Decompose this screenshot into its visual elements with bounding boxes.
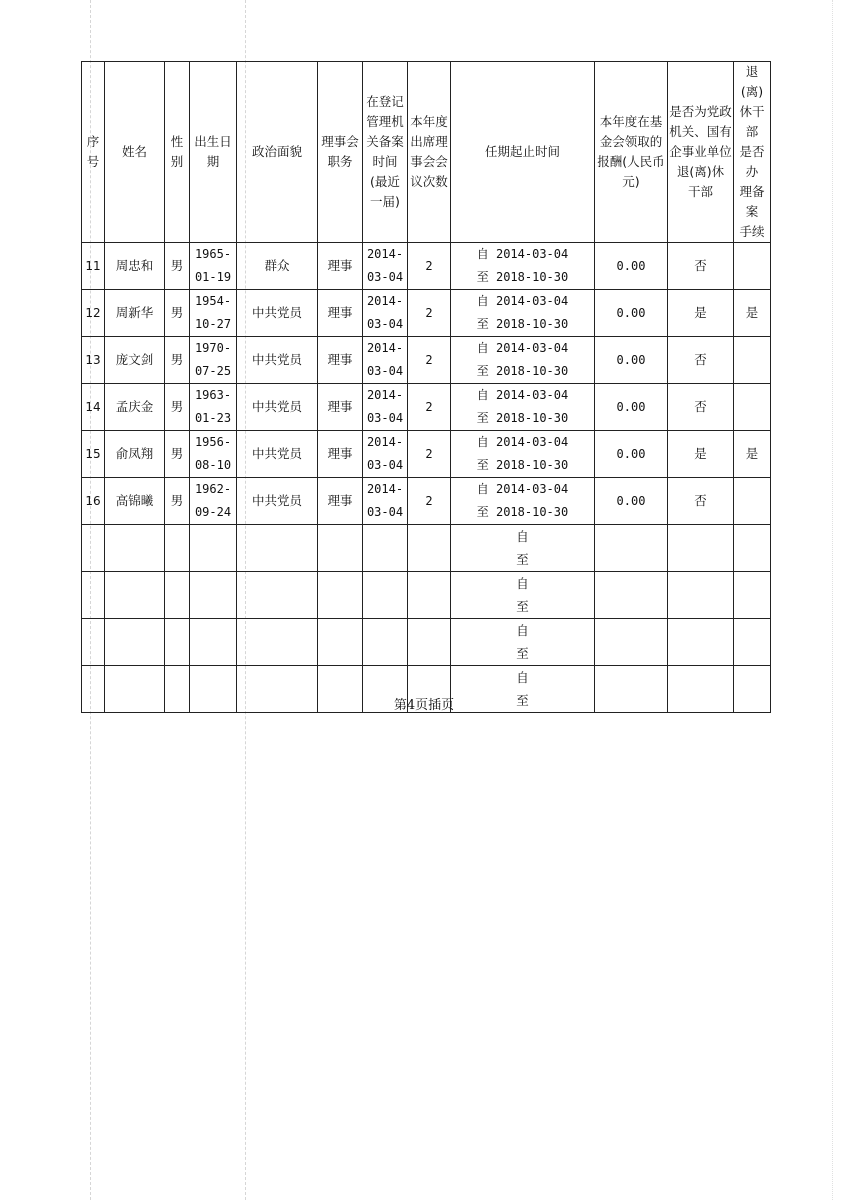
table-row-empty: [82, 525, 771, 572]
cell-name: 孟庆金: [105, 384, 165, 431]
cell-meetings: 2: [408, 290, 451, 337]
table-row-empty: [82, 572, 771, 619]
cell-registration-date: [363, 290, 408, 337]
cell-name: [105, 525, 165, 572]
cell-political-status: 中共党员: [237, 290, 318, 337]
birth-year: 1954-: [194, 294, 232, 308]
cell-political-status: 群众: [237, 243, 318, 290]
birth-month-day: 01-19: [194, 270, 232, 284]
cell-retired-cadre: [668, 572, 734, 619]
header-row: [82, 62, 771, 243]
reg-month-day: 03-04: [366, 270, 404, 284]
cell-gender: 男: [165, 384, 190, 431]
cell-gender: [165, 572, 190, 619]
cell-no: 11: [82, 243, 105, 290]
cell-role: 理事: [318, 243, 363, 290]
reg-month-day: 03-04: [366, 458, 404, 472]
cell-filing: 是: [734, 431, 771, 478]
cell-birth-date: [190, 478, 237, 525]
term-from: 自 2014-03-04: [476, 247, 569, 261]
cell-term: [451, 619, 595, 666]
birth-month-day: 09-24: [194, 505, 232, 519]
cell-gender: 男: [165, 243, 190, 290]
table-row: [82, 478, 771, 525]
cell-meetings: 2: [408, 337, 451, 384]
cell-pay: [595, 619, 668, 666]
cell-retired-cadre: 否: [668, 337, 734, 384]
cell-pay: 0.00: [595, 337, 668, 384]
reg-year: 2014-: [366, 294, 404, 308]
cell-birth-date: [190, 619, 237, 666]
birth-year: 1963-: [194, 388, 232, 402]
cell-term: [451, 337, 595, 384]
cell-political-status: 中共党员: [237, 431, 318, 478]
table-row: [82, 337, 771, 384]
cell-pay: [595, 525, 668, 572]
cell-retired-cadre: 否: [668, 243, 734, 290]
cell-gender: [165, 525, 190, 572]
cell-birth-date: [190, 384, 237, 431]
col-header-filing: 退 (离) 休干部 是否办 理备案 手续: [734, 62, 771, 243]
cell-birth-date: [190, 337, 237, 384]
reg-year: 2014-: [366, 482, 404, 496]
birth-month-day: 08-10: [194, 458, 232, 472]
cell-birth-date: [190, 431, 237, 478]
cell-gender: 男: [165, 431, 190, 478]
cell-role: [318, 619, 363, 666]
cell-no: [82, 525, 105, 572]
cell-term: [451, 525, 595, 572]
cell-birth-date: [190, 243, 237, 290]
cell-retired-cadre: [668, 525, 734, 572]
board-members-table: [81, 61, 771, 713]
cell-no: [82, 572, 105, 619]
cell-gender: 男: [165, 478, 190, 525]
cell-role: 理事: [318, 431, 363, 478]
cell-registration-date: [363, 619, 408, 666]
cell-retired-cadre: 否: [668, 478, 734, 525]
reg-month-day: 03-04: [366, 364, 404, 378]
col-header-term: 任期起止时间: [451, 62, 595, 243]
cell-filing: 是: [734, 290, 771, 337]
term-to: 至 2018-10-30: [476, 364, 569, 378]
cell-pay: [595, 572, 668, 619]
birth-month-day: 10-27: [194, 317, 232, 331]
cell-name: 庞文剑: [105, 337, 165, 384]
birth-month-day: 07-25: [194, 364, 232, 378]
term-from: 自 2014-03-04: [476, 294, 569, 308]
cell-no: 16: [82, 478, 105, 525]
cell-political-status: 中共党员: [237, 337, 318, 384]
term-to: 至: [516, 646, 529, 661]
cell-gender: 男: [165, 290, 190, 337]
col-header-retired-cadre: 是否为党政 机关、国有 企事业单位 退(离)休 干部: [668, 62, 734, 243]
cell-term: [451, 243, 595, 290]
cell-name: 高锦曦: [105, 478, 165, 525]
cell-no: 15: [82, 431, 105, 478]
cell-political-status: 中共党员: [237, 478, 318, 525]
cell-role: [318, 525, 363, 572]
cell-meetings: [408, 572, 451, 619]
cell-term: [451, 431, 595, 478]
cell-role: 理事: [318, 384, 363, 431]
term-from: 自 2014-03-04: [476, 388, 569, 402]
term-from: 自: [516, 623, 529, 638]
cell-role: [318, 572, 363, 619]
cell-term: [451, 572, 595, 619]
cell-filing: [734, 525, 771, 572]
cell-registration-date: [363, 525, 408, 572]
reg-month-day: 03-04: [366, 505, 404, 519]
cell-registration-date: [363, 572, 408, 619]
term-from: 自: [516, 670, 529, 685]
cell-pay: 0.00: [595, 290, 668, 337]
cell-registration-date: [363, 431, 408, 478]
reg-year: 2014-: [366, 341, 404, 355]
cell-term: [451, 478, 595, 525]
cell-gender: 男: [165, 337, 190, 384]
cell-meetings: [408, 619, 451, 666]
term-from: 自: [516, 576, 529, 591]
term-to: 至 2018-10-30: [476, 505, 569, 519]
cell-no: 14: [82, 384, 105, 431]
term-to: 至 2018-10-30: [476, 458, 569, 472]
cell-filing: [734, 337, 771, 384]
term-from: 自 2014-03-04: [476, 435, 569, 449]
cell-birth-date: [190, 290, 237, 337]
term-to: 至 2018-10-30: [476, 411, 569, 425]
cell-term: [451, 384, 595, 431]
cell-role: 理事: [318, 290, 363, 337]
birth-month-day: 01-23: [194, 411, 232, 425]
cell-meetings: [408, 525, 451, 572]
cell-term: [451, 290, 595, 337]
cell-filing: [734, 243, 771, 290]
col-header-pay: 本年度在基 金会领取的 报酬(人民币 元): [595, 62, 668, 243]
cell-role: 理事: [318, 478, 363, 525]
cell-retired-cadre: 否: [668, 384, 734, 431]
term-from: 自 2014-03-04: [476, 341, 569, 355]
cell-pay: 0.00: [595, 243, 668, 290]
cell-political-status: [237, 572, 318, 619]
cell-gender: [165, 619, 190, 666]
cell-pay: 0.00: [595, 384, 668, 431]
table-row-empty: [82, 619, 771, 666]
cell-name: 周忠和: [105, 243, 165, 290]
col-header-no: 序 号: [82, 62, 105, 243]
cell-pay: 0.00: [595, 431, 668, 478]
cell-birth-date: [190, 572, 237, 619]
cell-filing: [734, 572, 771, 619]
table-row: [82, 384, 771, 431]
col-header-birth-date: 出生日 期: [190, 62, 237, 243]
reg-month-day: 03-04: [366, 317, 404, 331]
cell-meetings: 2: [408, 478, 451, 525]
term-to: 至 2018-10-30: [476, 270, 569, 284]
cell-filing: [734, 619, 771, 666]
cell-registration-date: [363, 243, 408, 290]
cell-political-status: [237, 619, 318, 666]
col-header-meetings: 本年度 出席理 事会会 议次数: [408, 62, 451, 243]
col-header-board-role: 理事会 职务: [318, 62, 363, 243]
table-row: [82, 431, 771, 478]
cell-registration-date: [363, 478, 408, 525]
cell-political-status: 中共党员: [237, 384, 318, 431]
col-header-political-status: 政治面貌: [237, 62, 318, 243]
cell-no: 12: [82, 290, 105, 337]
term-to: 至: [516, 552, 529, 567]
table-row: [82, 290, 771, 337]
cell-role: 理事: [318, 337, 363, 384]
table-row: [82, 243, 771, 290]
scan-edge-line: [832, 0, 833, 1200]
reg-year: 2014-: [366, 247, 404, 261]
birth-year: 1965-: [194, 247, 232, 261]
cell-name: [105, 619, 165, 666]
col-header-name: 姓名: [105, 62, 165, 243]
birth-year: 1956-: [194, 435, 232, 449]
page-insert-note: 第4页插页: [393, 698, 455, 713]
cell-pay: 0.00: [595, 478, 668, 525]
cell-retired-cadre: 是: [668, 290, 734, 337]
cell-retired-cadre: 是: [668, 431, 734, 478]
cell-meetings: 2: [408, 384, 451, 431]
cell-political-status: [237, 525, 318, 572]
birth-year: 1962-: [194, 482, 232, 496]
birth-year: 1970-: [194, 341, 232, 355]
term-from: 自 2014-03-04: [476, 482, 569, 496]
col-header-gender: 性 别: [165, 62, 190, 243]
reg-year: 2014-: [366, 435, 404, 449]
reg-year: 2014-: [366, 388, 404, 402]
cell-meetings: 2: [408, 431, 451, 478]
reg-month-day: 03-04: [366, 411, 404, 425]
cell-name: 周新华: [105, 290, 165, 337]
col-header-registration-date: 在登记 管理机 关备案 时间 (最近 一届): [363, 62, 408, 243]
term-from: 自: [516, 529, 529, 544]
cell-no: [82, 619, 105, 666]
cell-name: 俞凤翔: [105, 431, 165, 478]
cell-name: [105, 572, 165, 619]
cell-filing: [734, 478, 771, 525]
cell-meetings: 2: [408, 243, 451, 290]
cell-retired-cadre: [668, 619, 734, 666]
term-to: 至: [516, 693, 529, 708]
term-to: 至 2018-10-30: [476, 317, 569, 331]
cell-registration-date: [363, 337, 408, 384]
term-to: 至: [516, 599, 529, 614]
cell-registration-date: [363, 384, 408, 431]
cell-no: 13: [82, 337, 105, 384]
cell-birth-date: [190, 525, 237, 572]
cell-filing: [734, 384, 771, 431]
